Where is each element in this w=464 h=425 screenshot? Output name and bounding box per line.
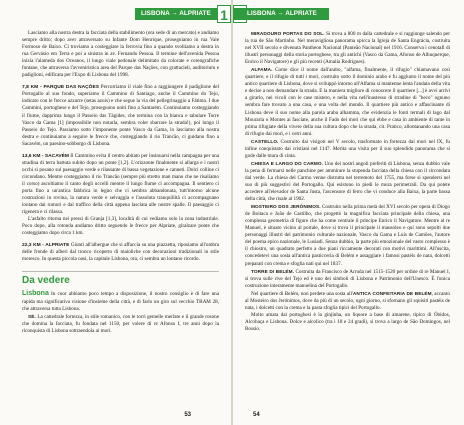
paragraph	[245, 290, 450, 312]
paragraph-text: In cuor abbiamo poco tempo a disposizione, il nostro consiglio è di fare una rapida ma significativa visione d'insieme della città, e di farlo un giro sul vecchio TRAM 28, che attraversa tutta Lisbona.	[22, 291, 219, 312]
paragraph-text: Come dice il nome dall'arabo, "alfama, finalmente, il rifugio" chiamavano così quartiere, e il rifugio di tutti i mori, costruito sotto il dominio arabo e fu aggiunto il nome del più antico quartiere di Lisbona, dove si sviluppò intorno all'Alfama si mantenne lenta l'andata della vita e decise a non demandare la strada. E la maniera migliore di conoscere il quartiere [...] è avvi arrivi a girarlo, nei vicoli con le case mistero, e nella vita nell'inastesso di stradine di "beco" ognuno sembra fare trovato a una casa, e una volta del mondo. Il quartiere più antico e affascinante di Lisbona deve il suo nome alla parola araba alhamma, che evidenzia le fonti termali di lago dal Mouraria o Montes ai fasciate, anche il Fado dei mori che qui ebbe e casa in ambiente di tante in prima rifugiate della vivere della sua cultura dopo che la strada, cit. Pratico, allontanando una casa di rifugio dai mori, e i vetri anni.	[245, 67, 450, 137]
sight-label: CASTELLO.	[251, 138, 279, 144]
right-page	[233, 0, 464, 425]
paragraph	[245, 160, 450, 203]
left-page	[0, 0, 231, 425]
sight-label: ANTICA CONFEITARIA DE BELÉM	[352, 290, 432, 296]
paragraph-text: Il Cammino evita il centro abitato per insinuarsi nella campagna per una stradina di terra battuta subito dopo un ponte [1,2]. L'orizzonte finalmente si allarga e i nostri occhi si posano sul paesaggio verde e rilassante di bassa vegetazione e canneti. Dolci colline ci circondano. Mentre costeggiamo il rio Trancão (sempre più stretto man mano che ne risaliamo il corso) ascoltiamo il canto degli uccelli mentre il lungo fiume ci accompagna. Il sentiero ci porta fino a un'antica fabbrica in legno che ci sembra abbandonata, tutt'intorno alcune costruzioni in rovina, la natura verde e selvaggia e l'assoluta tranquillità ci accompagnano lontano dai rumori e dal traffico della città appena lasciata alle nostre spalle. Il paesaggio ci rigenera e ci rilassa.	[22, 152, 220, 216]
sight-label: MIRADOURO PORTAS DO SOL.	[251, 31, 325, 36]
paragraph	[245, 138, 450, 160]
stage-marker: 22,3 KM - ALPRIATE	[22, 243, 70, 249]
right-body	[245, 30, 450, 333]
chapter-header: LISBONA → ALPRIATE	[233, 8, 329, 20]
paragraph	[245, 203, 450, 267]
sight-label: CHIESA E LARGO DO CARMO.	[251, 160, 323, 166]
paragraph-text: , accanto al Mosteiro dos Jerónimos, dove da più di un secolo, ogni giorno, si sfornano gli squisiti pastéis de nata, i dolcetti con la crema e la pasta sfoglia tipici del Portogallo.	[245, 290, 450, 311]
paragraph-text: La cattedrale fortezza, in stile romanico, con le torri gemelle merlate e il grande rosone che domina la facciata, fu fondata nel 1150, per volere di re Afonso I, tre anni dopo la riconquista di Lisbona sottraendola ai mori.	[22, 313, 219, 334]
paragraph-text: Percorriamo il viale fino a raggiungere il padiglione del Portogallo al suo fondo, superiamo il Cammino di Santiago, anche il Cammino do Tejo, indicato con le frecce azzurre (setas azuis) e che segue la via del pellegrinaggio a Fátima. I due Cammini, portoghese e del Tejo, proseguono uniti fino a Santarém. Continuiamo costeggiando il fiume, dapprima lungo il Passeio das Tágides, che termina con la bianca e tabulare Torre Vasco da Gama [1] (impossibile non notarla, sembra voler sbarrare la strada!), poi lungo il Passeio do Tejo. Passiamo sotto l'imponente ponte Vasco da Gama, lo lasciamo alla nostra destra e continuiamo a seguire le frecce che, costeggiando il rio Trancão, ci guidano fino a Sacavém, un paesino-sobborgo di Lisbona.	[22, 84, 219, 147]
paragraph: L'asfalto ritorna nei pressi di Granja [1,3], località di cui vediamo solo la zona industriale. Poco dopo, alla rotonda andiamo dritto seguendo le frecce per Alpriate, giralzare ponte che costeggiamo dopo circa 1 km.	[22, 216, 219, 237]
paragraph	[22, 290, 219, 312]
paragraph-text: Costruita da Francisco de Arruda nel 1515-1520 per ordine di re Manuel I, si trova sulle rive del Tejo ed è uno dei simboli di Lisbona e Patrimonio dell'Unesco. È l'unica costruzione interamente manuelina del Portogallo.	[245, 268, 451, 289]
paragraph	[22, 242, 219, 263]
paragraph-text: Si trova a 800 m dalla cattedrale e si raggiunge salendo per la rua de São Martinho. Nel meravigliosa panorama spicca la Igreja de Santa Engrácia, costruita nel XVII secolo e divenuta Pantheon Nacional (Panteão Nacional) nel 1916. Conserva i cenotafi di illustri personaggi della storia portoghese, tra gli antichi (Vasco da Gama, Afonso de Albuquerque, Enrico il Navigatore) e gli più recenti (Amalia Rodrigues).	[245, 31, 450, 66]
paragraph	[22, 313, 219, 335]
stage-marker: 7,8 KM - PARQUE DAS NAÇÕES	[22, 85, 99, 91]
stage-marker: 13,6 KM - SACAVÉM	[22, 153, 69, 159]
sight-label: ALFAMA.	[251, 67, 273, 73]
section-heading: Da vedere	[22, 271, 219, 287]
sight-label: MOSTEIRO DOS JERÓNIMOS.	[251, 204, 321, 210]
paragraph	[22, 84, 219, 147]
paragraph-text: Giunti all'albergue che si affaccia su una piazzetta, riposiamo all'ombra delle fronde di alberi dal tronco ricoperto di maioliche con decorazioni tradizionali in stile moresco. In questa piccola oasi, la capitale Lisbona, ora, ci sembra un lontano ricordo.	[22, 242, 219, 263]
city-heading: Lisbona	[22, 290, 49, 298]
page-number: 54	[253, 412, 260, 418]
paragraph-text: Costruito dai visigoti nel V secolo, trasformato in fortezza dai mori nel IX, fu infine conquistato dai cristiani nel 1147. Merita una visita per il suo splendido panorama che si gode dalle mura di cinta.	[245, 138, 450, 159]
left-body	[22, 30, 219, 335]
chapter-number: 1	[217, 5, 231, 23]
sight-label: TORRE DI BELÉM.	[251, 268, 295, 274]
paragraph: Molto amata dai portoghesi è la ginjinha, un liquore a base di amarene, tipico di Óbidos, Alcobaça e Lisbona. Dolce e alcolico (tra i 18 e 24 gradi), si trova a largo de São Domingos, nel Rossio.	[245, 311, 450, 332]
paragraph-text: Uno dei nostri angoli preferiti di Lisbona, senza dubbio vale la pena di fermarsi nelle panchine per ammirare la stupenda facciata della chiesa con il circondata dal verde. La chiesa del Carmo venne distrutta nel terremoto del 1755, ma forse si spendersi nel suo di più suggestivi del Portogallo. Qui esistono in piedi le mura perimetrali. Da qui potete accedere all'elevador de Santa Justa, l'ascensore di ferro che vi conduce alla Baixa, la parte bassa della città, che risale al 1902.	[245, 160, 450, 203]
chapter-header: LISBONA → ALPRIATE	[135, 8, 231, 20]
paragraph	[245, 66, 450, 137]
paragraph-text: Costruito nella prima metà del XVI secolo per opera di Diogo de Boitaca e João de Castilho, che progettò la magnifica facciata principale della chiesa, una complessa geometria di figure che ha come centrale il principe Enrico il Navigatore. Mentre al re Manuel, è situato vicino al portale, dove si trova il principale il mausoleo e qui sono sepolti due personaggi illustri del patrimonio culturale nazionale, Vasco da Gama e Luís de Camões, l'autore del poema epico nazionale, le Lusiadi. Senza dubbio, la parte più emozionale del vasto complesso è il chiostro, un quadrato perfetto a due piani riccamente decorati con motivi marittimi. All'uscita, concedetevi una sosta all'antica pasticceria di Belém e assaggiare i famosi pastéis de nata, dolcetti preparati con crema e sfoglia nati qui nel 1837.	[245, 204, 451, 267]
paragraph	[245, 268, 450, 290]
paragraph	[22, 153, 219, 216]
paragraph: Lasciamo alla nostra destra la facciata della stabilimento (ora sede di un mercato) e andiamo sempre dritto; dopo aver attraversato su Infante Dom Henrique, proseguiamo in rua Vale Formoso de Baixo. Ci troviamo a costeggiare la ferrovia fino a quando svoltiamo a destra in rua Gervásio em Terra e poi a sinistra in av. Fernando Pessoa. Il termine dell'avenida Pessoa inizia l'alameda dos Oceanos, il lungo viale pedonale delimitato da colorate e coreografiche fontane, che attraversa l'avveniristica area del Parque das Nações, con grattacieli, auditorium e padiglioni, edificata per l'Expo di Lisbona del 1998.	[22, 30, 219, 79]
paragraph	[245, 30, 450, 66]
paragraph-text: Nel quartiere di Belém, non perdete una sosta all'	[251, 290, 353, 297]
page-number: 53	[184, 412, 191, 418]
sight-label: SÉ.	[28, 313, 36, 319]
